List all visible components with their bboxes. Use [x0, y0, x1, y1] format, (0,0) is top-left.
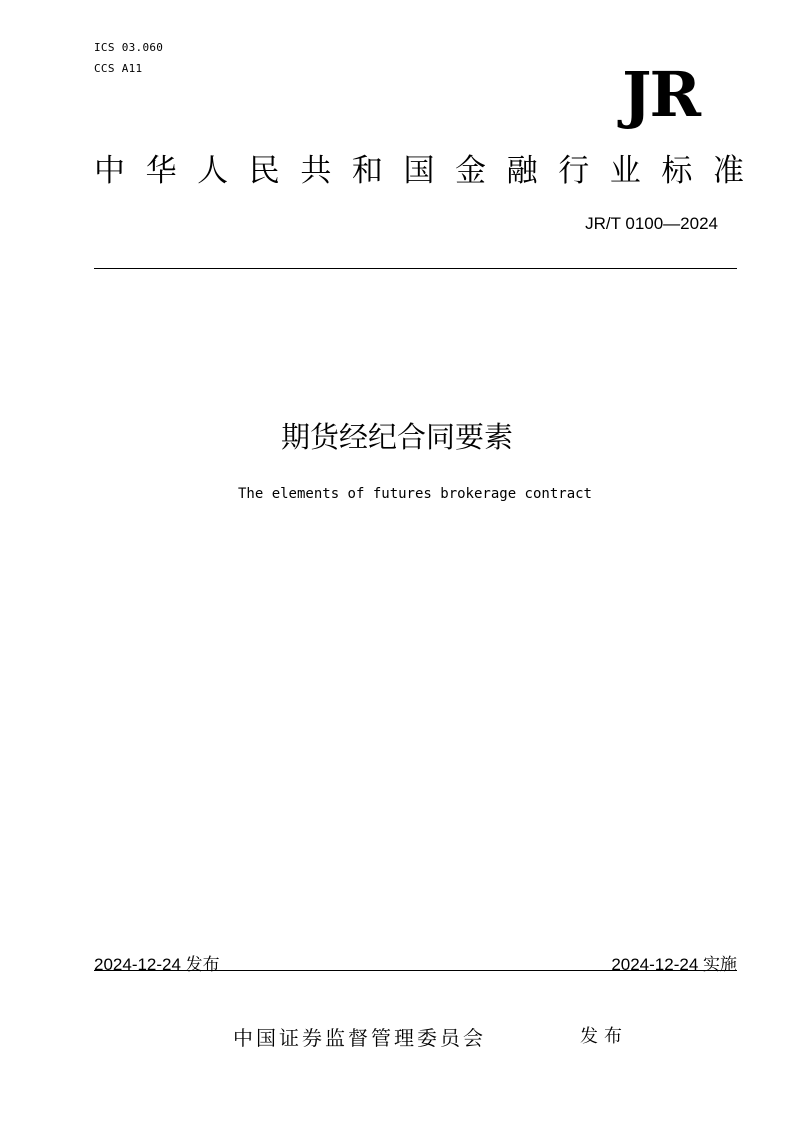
top-divider: [94, 268, 737, 269]
ics-code: ICS 03.060: [94, 41, 164, 54]
standard-title-char: 金: [455, 153, 487, 189]
standard-title-char: 融: [506, 153, 538, 189]
issue-label: 发布: [580, 1026, 628, 1047]
standard-title-char: 中: [94, 153, 125, 189]
document-title-chinese: 期货经纪合同要素: [280, 420, 513, 454]
standard-title-char: 国: [403, 153, 435, 189]
document-title-english: The elements of futures brokerage contract: [237, 486, 592, 502]
standard-title-char: 业: [609, 153, 641, 189]
standard-title-char: 共: [300, 153, 332, 189]
standard-number: JR/T 0100—2024: [585, 214, 718, 233]
bottom-divider: [94, 970, 737, 971]
standard-title-char: 准: [712, 153, 744, 189]
standard-title-char: 民: [248, 153, 280, 189]
standard-title-char: 人: [197, 153, 229, 189]
jr-logo: JR: [622, 58, 699, 131]
standard-category-title: [94, 154, 744, 188]
standard-title-char: 标: [661, 153, 693, 189]
issuing-authority: 中国证券监督管理委员会: [233, 1026, 486, 1050]
publish-date: 2024-12-24 发布: [94, 955, 220, 974]
implement-date: 2024-12-24 实施: [611, 955, 737, 974]
standard-title-char: 和: [351, 153, 383, 189]
standard-title-char: 华: [145, 153, 177, 189]
standard-title-char: 行: [558, 153, 590, 189]
ccs-code: CCS A11: [94, 62, 143, 75]
